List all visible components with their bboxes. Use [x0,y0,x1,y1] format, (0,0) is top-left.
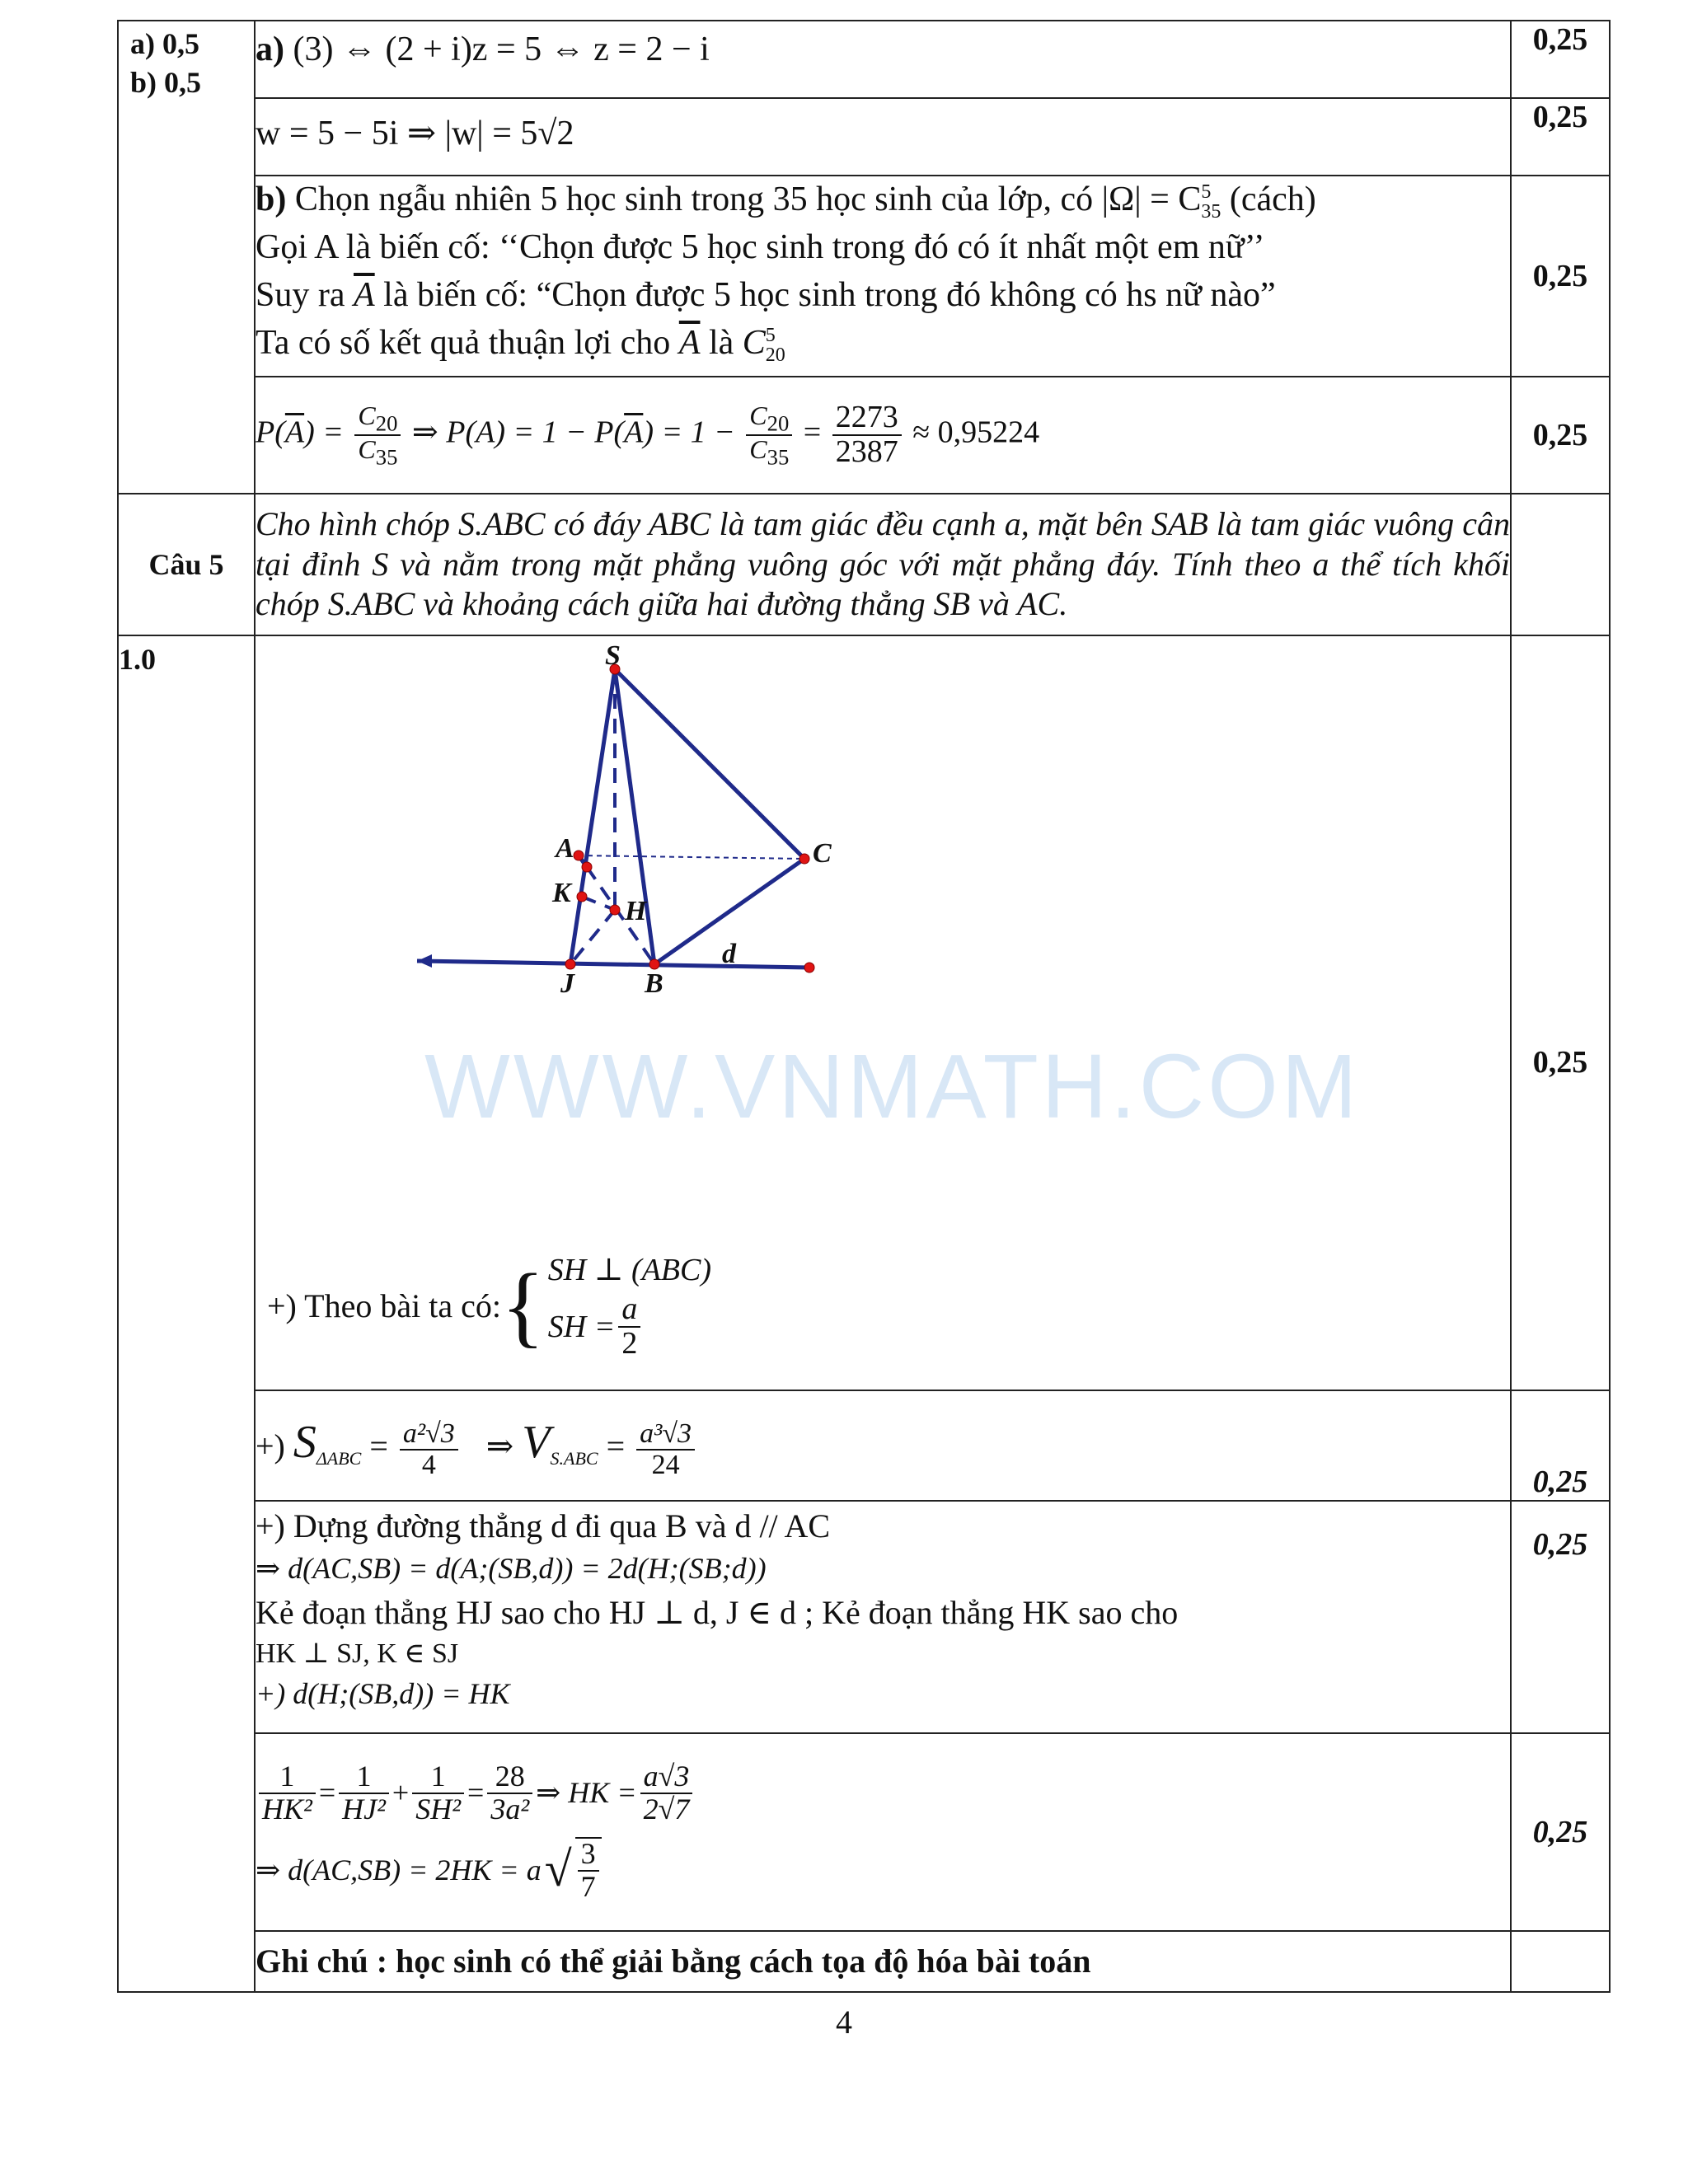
left-col-cau4 [118,21,255,494]
sh2: SH² [415,1792,462,1825]
sh-perp: SH ⊥ (ABC) [547,1253,712,1287]
arrow-head [417,954,432,968]
line-d [417,961,809,968]
table-row [118,494,1610,635]
dung-line1: +) Dựng đường thẳng d đi qua B và d // AC [256,1507,831,1544]
prob-num: 2273 [832,401,902,436]
label-j: J [560,968,574,999]
table-row [118,1733,1610,1931]
cau5-problem: Cho hình chóp S.ABC có đáy ABC là tam giác đều cạnh a, mặt bên SAB là tam giác vuông cân tại đỉnh S và nằm trong mặt phẳng vuông góc với mặt phẳng đáy. Tính theo a thể tích khối chóp S.ABC và khoảng cách giữa hai đường thẳng SB và AC. [255,494,1511,635]
d3a2: 3a² [490,1792,530,1825]
hk-eq: ⇒ HK = [536,1776,637,1810]
label-h: H [625,896,647,926]
score-8: 0,25 [1511,1501,1610,1733]
c-symbol: C [742,323,766,362]
point-c [799,854,809,864]
figure-cell [255,635,1511,1390]
final-eq: ⇒ d(AC,SB) = 2HK = a [256,1853,542,1886]
cau5-points: 1.0 [118,635,255,1992]
score-7: 0,25 [1511,1390,1610,1501]
hj2: HJ² [342,1792,386,1825]
area-volume: +) $S_{\Delta ABC}$ = $\frac{\text{a²√3}}{4}$ ⇒ $V_{S.ABC}$ = $\frac{\text{a³√3}}{24}$ [255,1390,1511,1501]
table-row [118,1501,1610,1733]
root-den: 7 [580,1869,596,1903]
bien-co-text: là biến cố: “Chọn được 5 học sinh trong đó không có hs nữ nào” [383,275,1276,314]
c35-sup: 5 [1201,181,1212,204]
la-text: là [708,323,734,362]
vol-v: V [522,1416,551,1468]
table-row [118,1931,1610,1992]
part-a-line2 [255,98,1511,176]
hk-num: a√3 [640,1761,693,1794]
table-row [118,377,1610,494]
watermark: WWW.VNMATH.COM [424,1036,1361,1137]
point-a [574,851,584,860]
table-row [118,176,1610,377]
suy-ra-text: Suy ra [256,275,345,314]
vol-num: a³√3 [636,1419,695,1451]
a-bar: $\overline{A}$ [284,415,305,450]
a-bar: $\overline{A}$ [678,323,701,362]
answer-table [117,20,1611,1993]
prob-value: ≈ 0,95224 [912,415,1040,450]
empty-score-cell [1511,494,1610,635]
prob-den: 2387 [835,434,898,469]
empty-score-cell [1511,1931,1610,1992]
point-a2 [582,862,592,872]
sh-eq: SH = [547,1309,616,1344]
omega-expr: |Ω| = C [1101,180,1202,218]
implies: ⇒ [485,1427,514,1465]
frac-den: 2 [621,1325,638,1361]
score-3: 0,25 [1511,176,1610,377]
part-b-line3 [256,272,1510,320]
probability-formula: $P(\overline{A})$ = $\frac{C_{20}}{C_{35}}$ ⇒ $P(A) = 1 - P(\overline{A}) = 1$ − $\frac{C_{20}}{C_{35}}$ = $\frac{2273}{2387}$ ≈ 0,95224 [255,377,1511,494]
a-bar: $\overline{A}$ [354,275,375,314]
plus: +) [256,1427,285,1465]
brace-icon: { [500,1255,545,1357]
part-b-line2: Gọi A là biến cố: ‘‘Chọn được 5 học sinh trong đó có ít nhất một em nữ’’ [256,227,1265,266]
area-s: S [293,1416,316,1468]
score-6: 0,25 [1511,635,1610,1390]
page-number: 4 [836,2004,852,2041]
point-d-end [804,963,814,972]
area-sub: ΔABC [316,1447,362,1469]
c-symbol: C [358,434,376,464]
label-c: C [813,838,832,869]
part-a-eq1: (3) ⇔ (2 + i)z = 5 ⇔ z = 2 − i [293,30,710,68]
score-4: 0,25 [1511,377,1610,494]
ghi-chu: Ghi chú : học sinh có thể giải bằng cách tọa độ hóa bài toán [255,1931,1511,1992]
a-bar: $\overline{A}$ [624,415,644,450]
frac-num: a [618,1293,640,1328]
edge-sc [615,669,804,859]
theo-bai-block [267,1251,711,1361]
score-1: 0,25 [1511,21,1610,98]
distance-construction [255,1501,1511,1733]
part-b-text [255,176,1511,377]
c-sub: 20 [767,410,790,435]
n28: 28 [487,1761,532,1794]
one: 1 [259,1761,316,1794]
c-sub: 35 [375,444,398,470]
cau5-label: Câu 5 [118,494,255,635]
dung-line2: ⇒ d(AC,SB) = d(A;(SB,d)) = 2d(H;(SB;d)) [256,1552,767,1586]
one: 1 [339,1761,389,1794]
ta-co-text: Ta có số kết quả thuận lợi cho [256,323,671,362]
point-k [577,892,587,902]
c-symbol: C [749,434,767,464]
vol-den: 24 [651,1449,680,1480]
area-num: a²√3 [400,1419,458,1451]
points-a: a) 0,5 [130,27,199,60]
hk-calc: $\frac{1}{\text{HK²}}$ = $\frac{1}{\text{HJ²}}$ + $\frac{1}{\text{SH²}}$ = $\frac{28}{\text{3a²}}$ ⇒ HK = $\frac{a√3}{2√7}$ ⇒ d(AC,SB) = 2HK = a √ $\frac{3}{7}$ [255,1733,1511,1931]
part-b-line1: Chọn ngẫu nhiên 5 học sinh trong 35 học sinh của lớp, có [294,180,1094,218]
vol-sub: S.ABC [550,1447,598,1469]
label-d: d [722,939,736,969]
label-s: S [605,640,621,671]
c-sub: 20 [375,410,398,435]
label-b: B [645,968,663,999]
area-den: 4 [421,1449,436,1480]
part-a-eq2: w = 5 − 5i ⇒ |w| = 5√2 [256,115,574,152]
one: 1 [412,1761,464,1794]
part-b-line4 [256,320,1510,368]
c20-sup: 5 [765,325,776,347]
part-a-line1 [255,21,1511,98]
part-a-label: a) [256,30,284,68]
table-row [118,1390,1610,1501]
dashed-ac [579,855,804,859]
table-row [118,98,1610,176]
point-h [610,905,620,915]
table-row [118,21,1610,98]
score-9: 0,25 [1511,1733,1610,1931]
c-sub: 35 [767,444,790,470]
dung-line3: Kẻ đoạn thẳng HJ sao cho HJ ⊥ d, J ∈ d ; Kẻ đoạn thẳng HK sao cho [256,1593,1179,1631]
root-num: 3 [578,1839,599,1872]
points-b: b) 0,5 [130,65,202,99]
hk2: HK² [262,1792,312,1825]
c-symbol: C [749,400,767,430]
label-k: K [552,878,571,908]
score-2: 0,25 [1511,98,1610,176]
part-b-label: b) [256,180,287,218]
table-row [118,635,1610,1390]
hk-den: 2√7 [643,1792,690,1825]
theo-text: +) Theo bài ta có: [267,1286,501,1324]
cach-text: (cách) [1229,180,1316,218]
c35-sub: 35 [1201,201,1221,223]
c-symbol: C [358,400,376,430]
dung-line5: +) d(H;(SB,d)) = HK [256,1676,510,1710]
label-a: A [556,833,574,864]
c20-sub: 20 [765,344,785,367]
dung-line4: HK ⊥ SJ, K ∈ SJ [256,1638,459,1670]
